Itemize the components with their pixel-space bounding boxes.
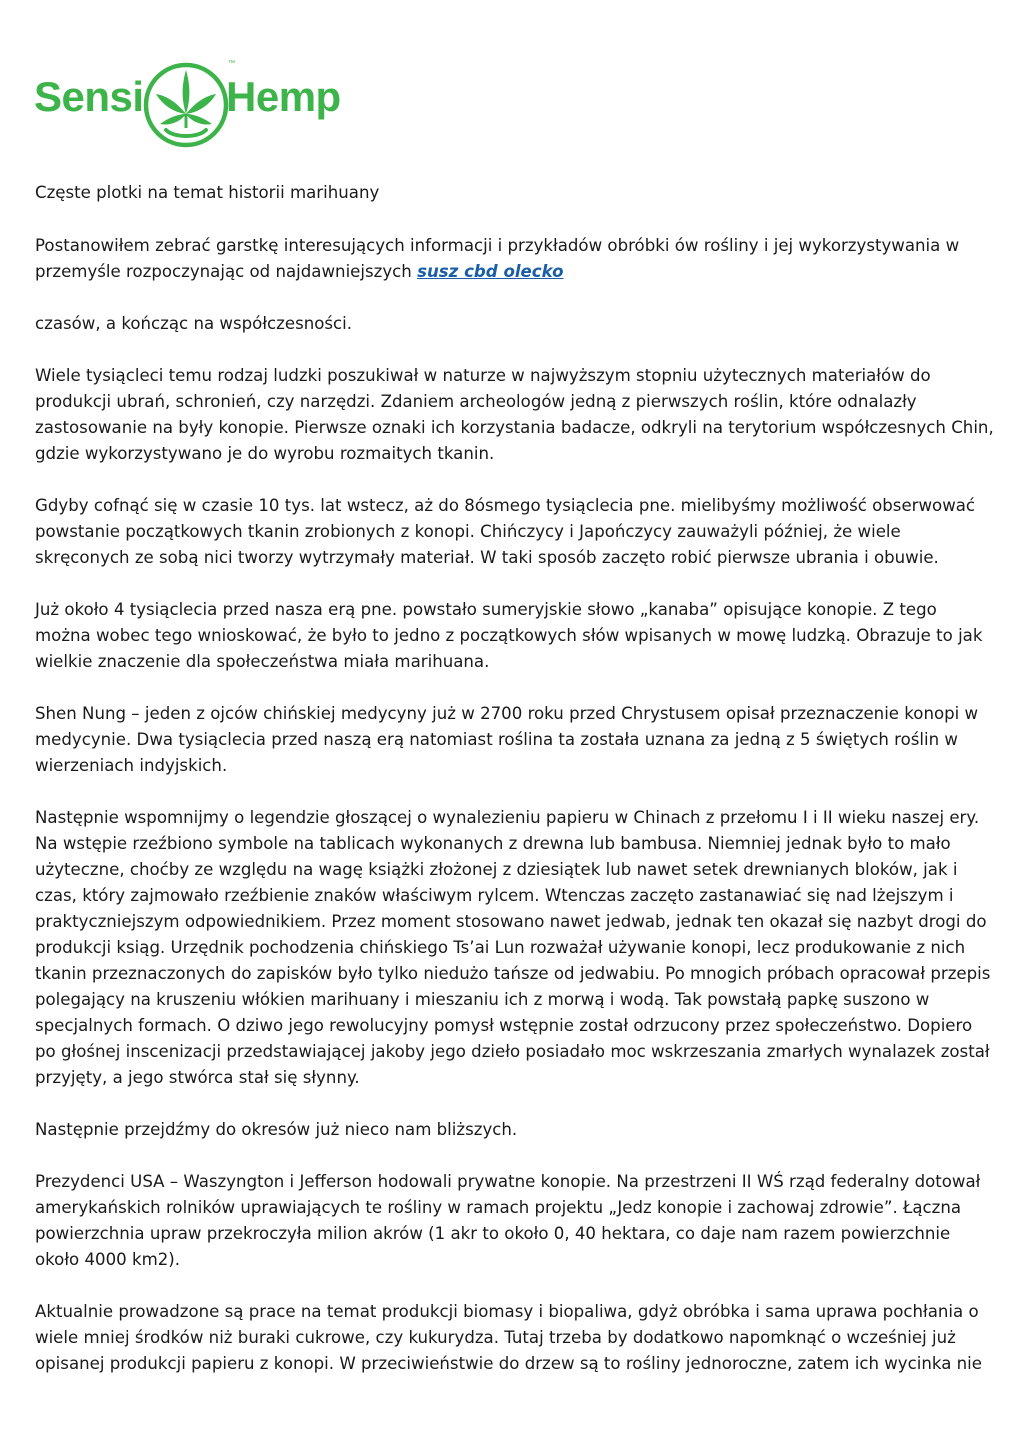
- paragraph: Wiele tysiącleci temu rodzaj ludzki poszukiwał w naturze w najwyższym stopniu użytecznych materiałów do produkcji ubrań, schronień, czy narzędzi. Zdaniem archeologów jedną z pierwszych roślin, które odnalazły zastosowanie na były konopie. Pierwsze oznaki ich korzystania badacze, odkryli na terytorium współczesnych Chin, gdzie wykorzystywano je do wyrobu rozmaitych tkanin.: [35, 366, 994, 463]
- paragraph: Prezydenci USA – Waszyngton i Jefferson hodowali prywatne konopie. Na przestrzeni II WŚ rząd federalny dotował amerykańskich rolników uprawiających te rośliny w ramach projektu „Jedz konopie i zachowaj zdrowie”. Łączna powierzchnia upraw przekroczyła milion akrów (1 akr to około 0, 40 hektara, co daje nam razem powierzchnie około 4000 km2).: [35, 1172, 981, 1269]
- article-title: Częste plotki na temat historii marihuany: [35, 183, 380, 202]
- cannabis-leaf-icon: [142, 58, 230, 150]
- paragraph: Już około 4 tysiąclecia przed nasza erą pne. powstało sumeryjskie słowo „kanaba” opisujące konopie. Z tego można wobec tego wnioskować, że było to jedno z początkowych słów wpisanych w mowę ludzką. Obrazuje to jak wielkie znaczenie dla społeczeństwa miała marihuana.: [35, 600, 983, 671]
- paragraph: czasów, a kończąc na współczesności.: [35, 314, 353, 333]
- trademark-symbol: ™: [228, 60, 235, 67]
- logo-word-right: Hemp: [226, 73, 341, 120]
- susz-cbd-link[interactable]: susz cbd olecko: [417, 262, 564, 281]
- article-body: [35, 180, 995, 1403]
- paragraph: Shen Nung – jeden z ojców chińskiej medycyny już w 2700 roku przed Chrystusem opisał przeznaczenie konopi w medycynie. Dwa tysiąclecia przed naszą erą natomiast roślina ta została uznana za jedną z 5 świętych roślin w wierzeniach indyjskich.: [35, 704, 979, 775]
- paragraph: Gdyby cofnąć się w czasie 10 tys. lat wstecz, aż do 8ósmego tysiąclecia pne. mielibyśmy możliwość obserwować powstanie początkowych tkanin zrobionych z konopi. Chińczycy i Japończycy zauważyli później, że wiele skręconych ze sobą nici tworzy wytrzymały materiał. W taki sposób zaczęto robić pierwsze ubrania i obuwie.: [35, 496, 976, 567]
- paragraph: Następnie przejdźmy do okresów już nieco nam bliższych.: [35, 1120, 518, 1139]
- paragraph: Aktualnie prowadzone są prace na temat produkcji biomasy i biopaliwa, gdyż obróbka i sama uprawa pochłania o wiele mniej środków niż buraki cukrowe, czy kukurydza. Tutaj trzeba by dodatkowo napomknąć o wcześniej już opisanej produkcji papieru z konopi. W przeciwieństwie do drzew są to rośliny jednoroczne, zatem ich wycinka nie: [35, 1302, 982, 1373]
- intro-text: Postanowiłem zebrać garstkę interesujących informacji i przykładów obróbki ów rośliny i jej wykorzystywania w przemyśle rozpoczynając od najdawniejszych: [35, 236, 960, 281]
- sensi-hemp-logo: [34, 58, 354, 150]
- intro-paragraph: [35, 233, 995, 285]
- paragraph: Następnie wspomnijmy o legendzie głoszącej o wynalezieniu papieru w Chinach z przełomu I i II wieku naszej ery. Na wstępie rzeźbiono symbole na tablicach wykonanych z drewna lub bambusa. Niemniej jednak było to mało użyteczne, choćby ze względu na wagę książki złożonej z dziesiątek lub nawet setek drewnianych bloków, jak i czas, który zajmowało rzeźbienie znaków właściwym rylcem. Wtenczas zaczęto zastanawiać się nad lżejszym i praktyczniejszym odpowiednikiem. Przez moment stosowano nawet jedwab, jednak ten okazał się nazbyt drogi do produkcji ksiąg. Urzędnik pochodzenia chińskiego Ts’ai Lun rozważał używanie konopi, lecz produkowanie z nich tkanin przeznaczonych do zapisków było tylko niedużo tańsze od jedwabiu. Po mnogich próbach opracował przepis polegający na kruszeniu włókien marihuany i mieszaniu ich z morwą i wodą. Tak powstałą papkę suszono w specjalnych formach. O dziwo jego rewolucyjny pomysł wstępnie został odrzucony przez społeczeństwo. Dopiero po głośnej inscenizacji przedstawiającej jakoby jego dzieło posiadało moc wskrzeszania zmarłych wynalazek został przyjęty, a jego stwórca stał się słynny.: [35, 808, 991, 1087]
- logo-word-left: Sensi: [34, 73, 144, 120]
